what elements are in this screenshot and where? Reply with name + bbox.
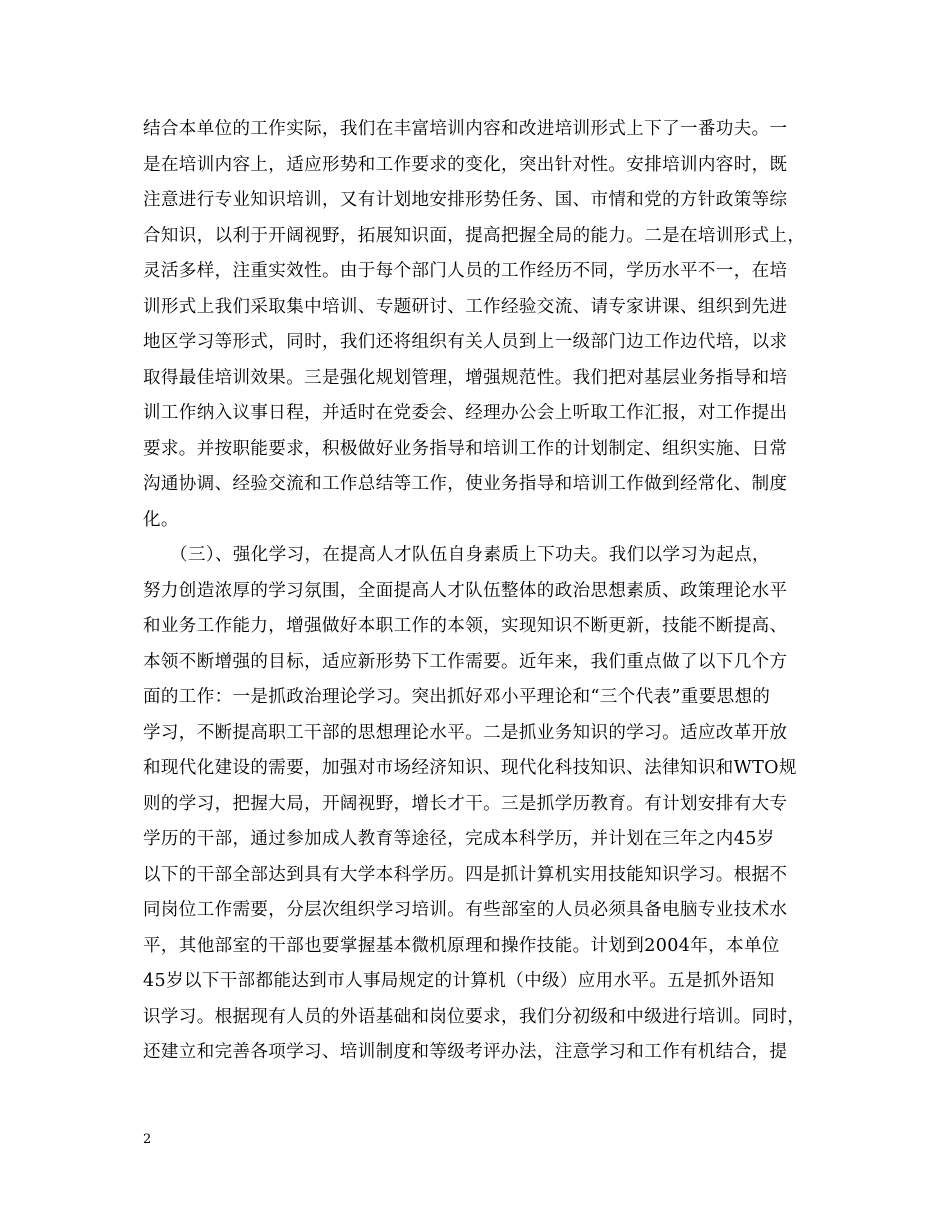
text-line: 和现代化建设的需要，加强对市场经济知识、现代化科技知识、法律知识和WTO规 (143, 758, 797, 778)
text-line: 本领不断增强的目标，适应新形势下工作需要。近年来，我们重点做了以下几个方 (143, 651, 788, 672)
text-line: 还建立和完善各项学习、培训制度和等级考评办法，注意学习和工作有机结合，提 (143, 1042, 788, 1062)
text-line: 同岗位工作需要，分层次组织学习培训。有些部室的人员必须具备电脑专业技术水 (143, 900, 788, 920)
text-line: 45岁以下干部都能达到市人事局规定的计算机（中级）应用水平。五是抓外语知 (143, 971, 775, 991)
page-number: 2 (143, 1132, 152, 1147)
text-line: 化。 (143, 509, 179, 530)
text-line: 取得最佳培训效果。三是强化规划管理，增强规范性。我们把对基层业务指导和培 (143, 367, 788, 388)
text-line: 训形式上我们采取集中培训、专题研讨、工作经验交流、请专家讲课、组织到先进 (143, 296, 788, 317)
text-line: 结合本单位的工作实际，我们在丰富培训内容和改进培训形式上下了一番功夫。一 (143, 119, 788, 139)
text-line: 灵活多样，注重实效性。由于每个部门人员的工作经历不同，学历水平不一，在培 (143, 261, 788, 281)
text-line: 地区学习等形式，同时，我们还将组织有关人员到上一级部门边工作边代培，以求 (143, 332, 788, 352)
text-line: （三）、强化学习，在提高人才队伍自身素质上下功夫。我们以学习为起点， (143, 545, 770, 565)
text-line: 注意进行专业知识培训，又有计划地安排形势任务、国、市情和党的方针政策等综 (143, 190, 788, 210)
body-text (143, 112, 811, 1071)
text-line: 则的学习，把握大局，开阔视野，增长才干。三是抓学历教育。有计划安排有大专 (143, 793, 788, 814)
text-line: 训工作纳入议事日程，并适时在党委会、经理办公会上听取工作汇报，对工作提出 (143, 403, 788, 423)
text-line: 和业务工作能力，增强做好本职工作的本领，实现知识不断更新，技能不断提高、 (143, 616, 788, 636)
text-line: 要求。并按职能要求，积极做好业务指导和培训工作的计划制定、组织实施、日常 (143, 438, 788, 459)
text-line: 以下的干部全部达到具有大学本科学历。四是抓计算机实用技能知识学习。根据不 (143, 864, 788, 885)
text-line: 平，其他部室的干部也要掌握基本微机原理和操作技能。计划到2004年，本单位 (143, 935, 780, 956)
text-line: 合知识，以利于开阔视野，拓展知识面，提高把握全局的能力。二是在培训形式上， (143, 225, 806, 246)
text-line: 沟通协调、经验交流和工作总结等工作，使业务指导和培训工作做到经常化、制度 (143, 474, 788, 494)
text-line: 识学习。根据现有人员的外语基础和岗位要求，我们分初级和中级进行培训。同时， (143, 1006, 806, 1027)
text-line: 努力创造浓厚的学习氛围，全面提高人才队伍整体的政治思想素质、政策理论水平 (143, 580, 788, 601)
text-line: 学历的干部，通过参加成人教育等途径，完成本科学历，并计划在三年之内45岁 (143, 829, 775, 849)
text-line: 学习，不断提高职工干部的思想理论水平。二是抓业务知识的学习。适应改革开放 (143, 722, 788, 743)
text-line: 是在培训内容上，适应形势和工作要求的变化，突出针对性。安排培训内容时，既 (143, 154, 788, 175)
text-line: 面的工作：一是抓政治理论学习。突出抓好邓小平理论和“三个代表”重要思想的 (143, 687, 771, 707)
